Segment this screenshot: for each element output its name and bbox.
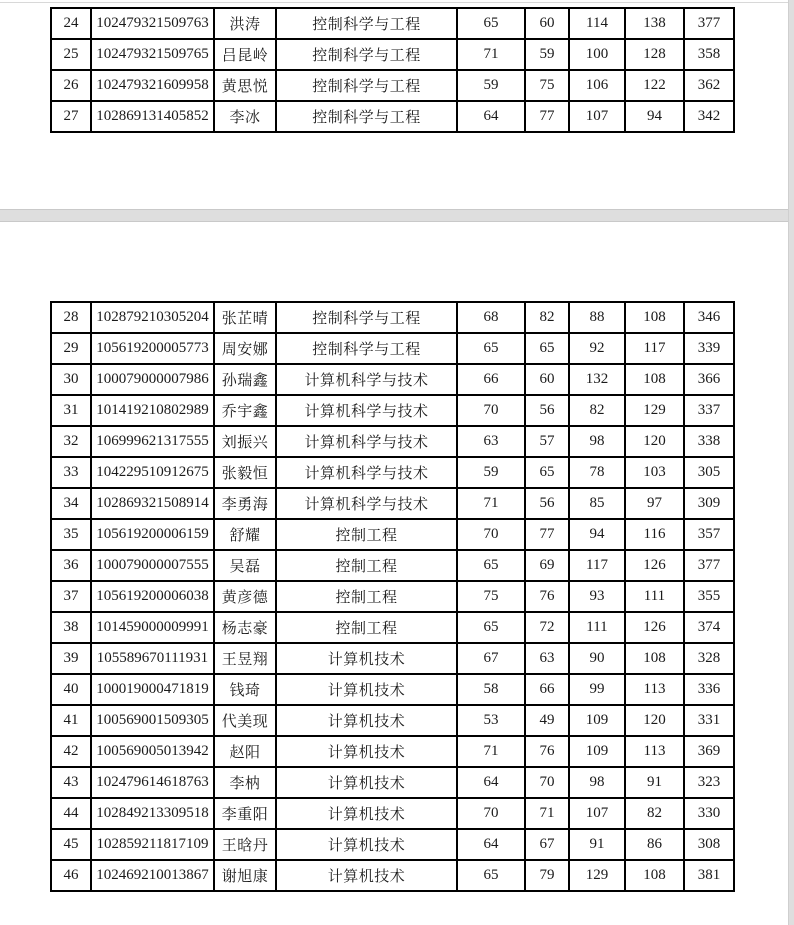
score-1-cell: 68 bbox=[457, 302, 525, 333]
score-1-cell: 64 bbox=[457, 829, 525, 860]
score-2-cell: 79 bbox=[525, 860, 569, 891]
student-id-cell: 100079000007986 bbox=[91, 364, 214, 395]
score-3-cell: 107 bbox=[569, 101, 625, 132]
table-row bbox=[51, 457, 734, 488]
name-cell: 周安娜 bbox=[214, 333, 276, 364]
score-2-cell: 56 bbox=[525, 395, 569, 426]
table-row bbox=[51, 302, 734, 333]
score-1-cell: 71 bbox=[457, 488, 525, 519]
table-row bbox=[51, 426, 734, 457]
total-score-cell: 357 bbox=[684, 519, 734, 550]
table-row bbox=[51, 829, 734, 860]
score-1-cell: 65 bbox=[457, 860, 525, 891]
table-row bbox=[51, 364, 734, 395]
score-3-cell: 129 bbox=[569, 860, 625, 891]
score-4-cell: 138 bbox=[625, 8, 684, 39]
score-3-cell: 111 bbox=[569, 612, 625, 643]
score-1-cell: 53 bbox=[457, 705, 525, 736]
score-3-cell: 78 bbox=[569, 457, 625, 488]
score-3-cell: 114 bbox=[569, 8, 625, 39]
student-id-cell: 102479321609958 bbox=[91, 70, 214, 101]
rank-cell: 43 bbox=[51, 767, 91, 798]
rank-cell: 29 bbox=[51, 333, 91, 364]
student-id-cell: 105619200006159 bbox=[91, 519, 214, 550]
rank-cell: 32 bbox=[51, 426, 91, 457]
rank-cell: 42 bbox=[51, 736, 91, 767]
table-row bbox=[51, 612, 734, 643]
rank-cell: 39 bbox=[51, 643, 91, 674]
score-1-cell: 67 bbox=[457, 643, 525, 674]
score-3-cell: 109 bbox=[569, 705, 625, 736]
score-3-cell: 82 bbox=[569, 395, 625, 426]
total-score-cell: 377 bbox=[684, 8, 734, 39]
name-cell: 代美现 bbox=[214, 705, 276, 736]
score-4-cell: 111 bbox=[625, 581, 684, 612]
major-cell: 控制科学与工程 bbox=[276, 101, 457, 132]
total-score-cell: 342 bbox=[684, 101, 734, 132]
score-4-cell: 103 bbox=[625, 457, 684, 488]
student-id-cell: 100569001509305 bbox=[91, 705, 214, 736]
rank-cell: 28 bbox=[51, 302, 91, 333]
major-cell: 计算机科学与技术 bbox=[276, 364, 457, 395]
major-cell: 控制工程 bbox=[276, 581, 457, 612]
name-cell: 赵阳 bbox=[214, 736, 276, 767]
table-row bbox=[51, 860, 734, 891]
score-2-cell: 63 bbox=[525, 643, 569, 674]
table-row bbox=[51, 395, 734, 426]
score-3-cell: 88 bbox=[569, 302, 625, 333]
name-cell: 王晗丹 bbox=[214, 829, 276, 860]
page-gap bbox=[0, 210, 794, 221]
score-3-cell: 91 bbox=[569, 829, 625, 860]
rank-cell: 45 bbox=[51, 829, 91, 860]
score-4-cell: 126 bbox=[625, 612, 684, 643]
scores-table-page-2 bbox=[50, 301, 735, 892]
score-3-cell: 98 bbox=[569, 767, 625, 798]
major-cell: 计算机技术 bbox=[276, 798, 457, 829]
total-score-cell: 305 bbox=[684, 457, 734, 488]
score-4-cell: 97 bbox=[625, 488, 684, 519]
major-cell: 控制工程 bbox=[276, 519, 457, 550]
score-2-cell: 71 bbox=[525, 798, 569, 829]
student-id-cell: 102869321508914 bbox=[91, 488, 214, 519]
score-3-cell: 99 bbox=[569, 674, 625, 705]
table-row bbox=[51, 333, 734, 364]
name-cell: 钱琦 bbox=[214, 674, 276, 705]
total-score-cell: 337 bbox=[684, 395, 734, 426]
student-id-cell: 102479321509765 bbox=[91, 39, 214, 70]
table-row bbox=[51, 101, 734, 132]
major-cell: 控制科学与工程 bbox=[276, 39, 457, 70]
total-score-cell: 330 bbox=[684, 798, 734, 829]
major-cell: 计算机技术 bbox=[276, 829, 457, 860]
major-cell: 计算机技术 bbox=[276, 767, 457, 798]
score-4-cell: 91 bbox=[625, 767, 684, 798]
score-1-cell: 63 bbox=[457, 426, 525, 457]
name-cell: 乔宇鑫 bbox=[214, 395, 276, 426]
student-id-cell: 102469210013867 bbox=[91, 860, 214, 891]
total-score-cell: 366 bbox=[684, 364, 734, 395]
score-3-cell: 98 bbox=[569, 426, 625, 457]
total-score-cell: 309 bbox=[684, 488, 734, 519]
score-3-cell: 93 bbox=[569, 581, 625, 612]
student-id-cell: 106999621317555 bbox=[91, 426, 214, 457]
rank-cell: 35 bbox=[51, 519, 91, 550]
score-2-cell: 65 bbox=[525, 333, 569, 364]
score-4-cell: 126 bbox=[625, 550, 684, 581]
score-4-cell: 108 bbox=[625, 364, 684, 395]
score-3-cell: 90 bbox=[569, 643, 625, 674]
score-2-cell: 77 bbox=[525, 101, 569, 132]
score-3-cell: 117 bbox=[569, 550, 625, 581]
rank-cell: 44 bbox=[51, 798, 91, 829]
rank-cell: 27 bbox=[51, 101, 91, 132]
name-cell: 黄彦德 bbox=[214, 581, 276, 612]
score-2-cell: 77 bbox=[525, 519, 569, 550]
rank-cell: 31 bbox=[51, 395, 91, 426]
score-4-cell: 122 bbox=[625, 70, 684, 101]
name-cell: 李勇海 bbox=[214, 488, 276, 519]
score-2-cell: 76 bbox=[525, 581, 569, 612]
name-cell: 李枘 bbox=[214, 767, 276, 798]
student-id-cell: 102479321509763 bbox=[91, 8, 214, 39]
student-id-cell: 101419210802989 bbox=[91, 395, 214, 426]
rank-cell: 46 bbox=[51, 860, 91, 891]
name-cell: 刘振兴 bbox=[214, 426, 276, 457]
name-cell: 杨志豪 bbox=[214, 612, 276, 643]
score-2-cell: 75 bbox=[525, 70, 569, 101]
name-cell: 孙瑞鑫 bbox=[214, 364, 276, 395]
total-score-cell: 381 bbox=[684, 860, 734, 891]
score-1-cell: 59 bbox=[457, 457, 525, 488]
rank-cell: 40 bbox=[51, 674, 91, 705]
score-2-cell: 76 bbox=[525, 736, 569, 767]
score-1-cell: 65 bbox=[457, 333, 525, 364]
score-2-cell: 59 bbox=[525, 39, 569, 70]
score-2-cell: 56 bbox=[525, 488, 569, 519]
score-4-cell: 108 bbox=[625, 860, 684, 891]
total-score-cell: 355 bbox=[684, 581, 734, 612]
total-score-cell: 328 bbox=[684, 643, 734, 674]
score-3-cell: 92 bbox=[569, 333, 625, 364]
score-3-cell: 132 bbox=[569, 364, 625, 395]
total-score-cell: 358 bbox=[684, 39, 734, 70]
total-score-cell: 377 bbox=[684, 550, 734, 581]
rank-cell: 25 bbox=[51, 39, 91, 70]
student-id-cell: 102849213309518 bbox=[91, 798, 214, 829]
major-cell: 控制科学与工程 bbox=[276, 8, 457, 39]
rank-cell: 37 bbox=[51, 581, 91, 612]
name-cell: 谢旭康 bbox=[214, 860, 276, 891]
student-id-cell: 104229510912675 bbox=[91, 457, 214, 488]
total-score-cell: 362 bbox=[684, 70, 734, 101]
table-row bbox=[51, 488, 734, 519]
score-4-cell: 113 bbox=[625, 736, 684, 767]
score-1-cell: 65 bbox=[457, 550, 525, 581]
student-id-cell: 102859211817109 bbox=[91, 829, 214, 860]
score-1-cell: 64 bbox=[457, 767, 525, 798]
name-cell: 李冰 bbox=[214, 101, 276, 132]
score-4-cell: 120 bbox=[625, 705, 684, 736]
score-2-cell: 49 bbox=[525, 705, 569, 736]
total-score-cell: 308 bbox=[684, 829, 734, 860]
name-cell: 舒耀 bbox=[214, 519, 276, 550]
student-id-cell: 105619200005773 bbox=[91, 333, 214, 364]
name-cell: 吕昆岭 bbox=[214, 39, 276, 70]
rank-cell: 30 bbox=[51, 364, 91, 395]
name-cell: 王昱翔 bbox=[214, 643, 276, 674]
score-2-cell: 60 bbox=[525, 8, 569, 39]
total-score-cell: 323 bbox=[684, 767, 734, 798]
total-score-cell: 339 bbox=[684, 333, 734, 364]
student-id-cell: 105589670111931 bbox=[91, 643, 214, 674]
total-score-cell: 346 bbox=[684, 302, 734, 333]
name-cell: 张芷晴 bbox=[214, 302, 276, 333]
score-4-cell: 86 bbox=[625, 829, 684, 860]
table-row bbox=[51, 798, 734, 829]
major-cell: 计算机技术 bbox=[276, 643, 457, 674]
score-3-cell: 109 bbox=[569, 736, 625, 767]
major-cell: 计算机科学与技术 bbox=[276, 488, 457, 519]
score-1-cell: 64 bbox=[457, 101, 525, 132]
score-4-cell: 128 bbox=[625, 39, 684, 70]
table-row bbox=[51, 705, 734, 736]
score-4-cell: 120 bbox=[625, 426, 684, 457]
table-row bbox=[51, 581, 734, 612]
score-2-cell: 67 bbox=[525, 829, 569, 860]
total-score-cell: 336 bbox=[684, 674, 734, 705]
rank-cell: 26 bbox=[51, 70, 91, 101]
table-row bbox=[51, 643, 734, 674]
name-cell: 洪涛 bbox=[214, 8, 276, 39]
score-1-cell: 71 bbox=[457, 736, 525, 767]
major-cell: 计算机技术 bbox=[276, 705, 457, 736]
score-3-cell: 85 bbox=[569, 488, 625, 519]
student-id-cell: 102869131405852 bbox=[91, 101, 214, 132]
major-cell: 控制工程 bbox=[276, 550, 457, 581]
score-1-cell: 59 bbox=[457, 70, 525, 101]
score-4-cell: 117 bbox=[625, 333, 684, 364]
major-cell: 计算机科学与技术 bbox=[276, 457, 457, 488]
score-2-cell: 60 bbox=[525, 364, 569, 395]
total-score-cell: 331 bbox=[684, 705, 734, 736]
major-cell: 计算机技术 bbox=[276, 736, 457, 767]
total-score-cell: 374 bbox=[684, 612, 734, 643]
name-cell: 吴磊 bbox=[214, 550, 276, 581]
total-score-cell: 369 bbox=[684, 736, 734, 767]
student-id-cell: 102479614618763 bbox=[91, 767, 214, 798]
score-1-cell: 70 bbox=[457, 519, 525, 550]
score-1-cell: 75 bbox=[457, 581, 525, 612]
score-2-cell: 69 bbox=[525, 550, 569, 581]
score-4-cell: 116 bbox=[625, 519, 684, 550]
major-cell: 控制工程 bbox=[276, 612, 457, 643]
score-2-cell: 65 bbox=[525, 457, 569, 488]
rank-cell: 38 bbox=[51, 612, 91, 643]
name-cell: 黄思悦 bbox=[214, 70, 276, 101]
score-1-cell: 65 bbox=[457, 8, 525, 39]
page-2[interactable] bbox=[0, 221, 788, 925]
student-id-cell: 102879210305204 bbox=[91, 302, 214, 333]
score-4-cell: 108 bbox=[625, 643, 684, 674]
score-2-cell: 70 bbox=[525, 767, 569, 798]
score-2-cell: 66 bbox=[525, 674, 569, 705]
score-1-cell: 65 bbox=[457, 612, 525, 643]
total-score-cell: 338 bbox=[684, 426, 734, 457]
score-2-cell: 72 bbox=[525, 612, 569, 643]
canvas-right-margin bbox=[788, 0, 794, 925]
table-row bbox=[51, 70, 734, 101]
score-4-cell: 108 bbox=[625, 302, 684, 333]
table-row bbox=[51, 674, 734, 705]
previous-content-edge-line bbox=[0, 2, 788, 3]
major-cell: 控制科学与工程 bbox=[276, 302, 457, 333]
score-3-cell: 100 bbox=[569, 39, 625, 70]
table-row bbox=[51, 767, 734, 798]
score-4-cell: 113 bbox=[625, 674, 684, 705]
score-4-cell: 94 bbox=[625, 101, 684, 132]
score-1-cell: 66 bbox=[457, 364, 525, 395]
major-cell: 计算机科学与技术 bbox=[276, 426, 457, 457]
student-id-cell: 100079000007555 bbox=[91, 550, 214, 581]
student-id-cell: 105619200006038 bbox=[91, 581, 214, 612]
score-2-cell: 82 bbox=[525, 302, 569, 333]
rank-cell: 41 bbox=[51, 705, 91, 736]
table-row bbox=[51, 736, 734, 767]
score-4-cell: 129 bbox=[625, 395, 684, 426]
score-1-cell: 70 bbox=[457, 798, 525, 829]
student-id-cell: 100019000471819 bbox=[91, 674, 214, 705]
table-row bbox=[51, 39, 734, 70]
rank-cell: 36 bbox=[51, 550, 91, 581]
score-3-cell: 106 bbox=[569, 70, 625, 101]
name-cell: 李重阳 bbox=[214, 798, 276, 829]
score-1-cell: 58 bbox=[457, 674, 525, 705]
score-3-cell: 94 bbox=[569, 519, 625, 550]
table-row bbox=[51, 8, 734, 39]
rank-cell: 33 bbox=[51, 457, 91, 488]
student-id-cell: 100569005013942 bbox=[91, 736, 214, 767]
score-1-cell: 70 bbox=[457, 395, 525, 426]
rank-cell: 24 bbox=[51, 8, 91, 39]
major-cell: 控制科学与工程 bbox=[276, 70, 457, 101]
table-row bbox=[51, 519, 734, 550]
score-3-cell: 107 bbox=[569, 798, 625, 829]
major-cell: 计算机科学与技术 bbox=[276, 395, 457, 426]
page-1[interactable] bbox=[0, 0, 788, 210]
rank-cell: 34 bbox=[51, 488, 91, 519]
student-id-cell: 101459000009991 bbox=[91, 612, 214, 643]
major-cell: 计算机技术 bbox=[276, 674, 457, 705]
table-row bbox=[51, 550, 734, 581]
name-cell: 张毅恒 bbox=[214, 457, 276, 488]
scores-table-page-1 bbox=[50, 7, 735, 133]
score-4-cell: 82 bbox=[625, 798, 684, 829]
major-cell: 控制科学与工程 bbox=[276, 333, 457, 364]
score-2-cell: 57 bbox=[525, 426, 569, 457]
major-cell: 计算机技术 bbox=[276, 860, 457, 891]
score-1-cell: 71 bbox=[457, 39, 525, 70]
